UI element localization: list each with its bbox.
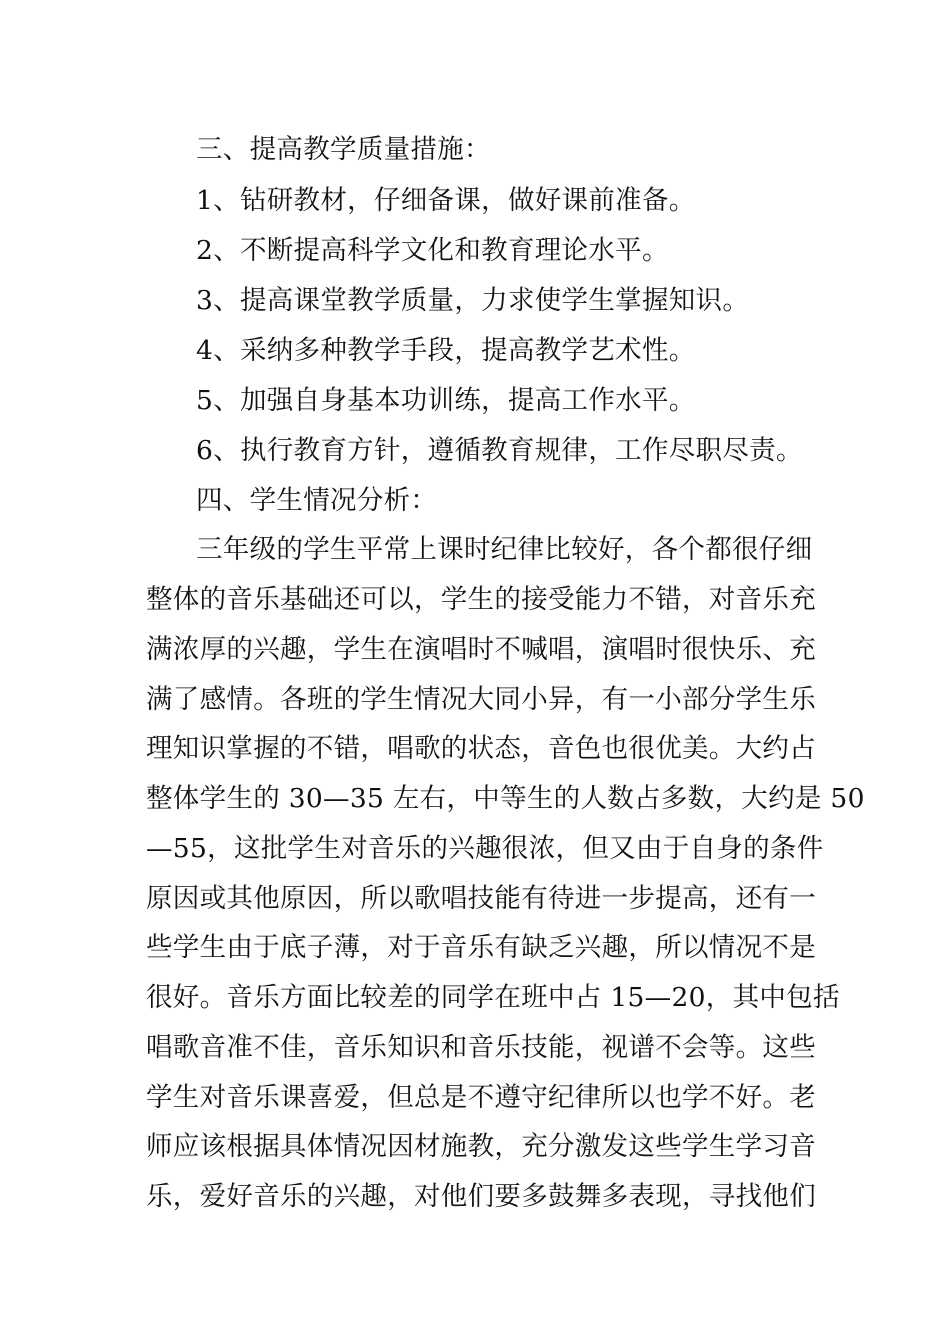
measure-item-5: 5、加强自身基本功训练，提高工作水平。: [196, 385, 696, 416]
paragraph-line: 原因或其他原因，所以歌唱技能有待进一步提高，还有一: [146, 883, 816, 914]
measure-item-1: 1、钻研教材，仔细备课，做好课前准备。: [196, 185, 696, 216]
paragraph-line: 整体的音乐基础还可以，学生的接受能力不错，对音乐充: [146, 584, 816, 615]
paragraph-line: 学生对音乐课喜爱，但总是不遵守纪律所以也学不好。老: [146, 1082, 816, 1113]
paragraph-line: 整体学生的 30—35 左右，中等生的人数占多数，大约是 50: [146, 783, 865, 814]
paragraph-line: 乐，爱好音乐的兴趣，对他们要多鼓舞多表现，寻找他们: [146, 1181, 816, 1212]
section-3-heading: 三、提高教学质量措施：: [196, 134, 491, 165]
paragraph-line: 三年级的学生平常上课时纪律比较好，各个都很仔细: [196, 534, 813, 565]
paragraph-line: 很好。音乐方面比较差的同学在班中占 15—20，其中包括: [146, 982, 840, 1013]
paragraph-line: 满了感情。各班的学生情况大同小异，有一小部分学生乐: [146, 684, 816, 715]
paragraph-line: —55，这批学生对音乐的兴趣很浓，但又由于自身的条件: [146, 833, 824, 864]
section-4-heading: 四、学生情况分析：: [196, 485, 438, 516]
measure-item-4: 4、采纳多种教学手段，提高教学艺术性。: [196, 335, 696, 366]
paragraph-line: 些学生由于底子薄，对于音乐有缺乏兴趣，所以情况不是: [146, 932, 816, 963]
measure-item-2: 2、不断提高科学文化和教育理论水平。: [196, 235, 669, 266]
measure-item-3: 3、提高课堂教学质量，力求使学生掌握知识。: [196, 285, 750, 316]
measure-item-6: 6、执行教育方针，遵循教育规律，工作尽职尽责。: [196, 435, 803, 466]
paragraph-line: 唱歌音准不佳，音乐知识和音乐技能，视谱不会等。这些: [146, 1032, 816, 1063]
paragraph-line: 理知识掌握的不错，唱歌的状态，音色也很优美。大约占: [146, 733, 816, 764]
paragraph-line: 满浓厚的兴趣，学生在演唱时不喊唱，演唱时很快乐、充: [146, 634, 816, 665]
paragraph-line: 师应该根据具体情况因材施教，充分激发这些学生学习音: [146, 1131, 816, 1162]
